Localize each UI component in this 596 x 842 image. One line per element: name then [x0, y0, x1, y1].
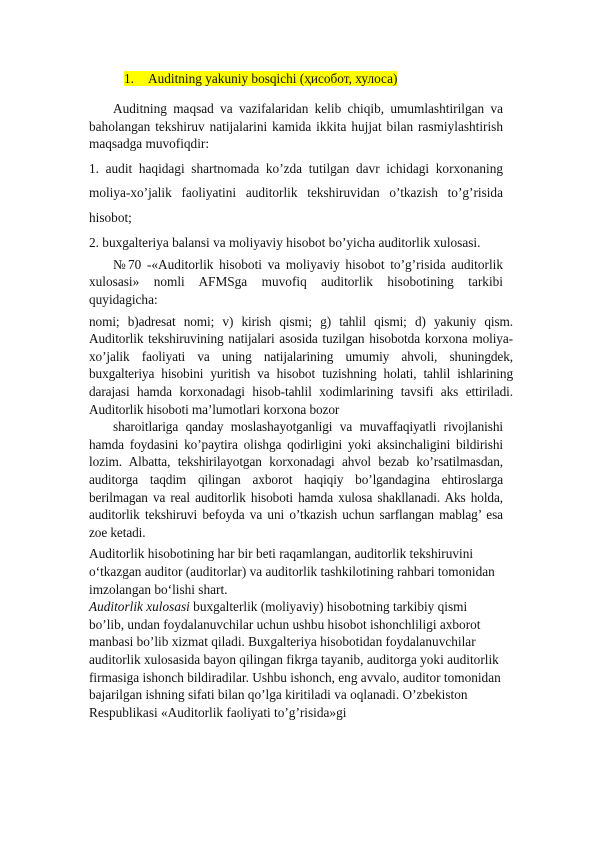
- heading-text: Auditning yakuniy bosqichi (ҳисобот, хулоса): [148, 71, 398, 86]
- section-heading: [124, 70, 397, 88]
- document-body: [89, 100, 513, 721]
- term-auditorlik-xulosasi: Auditorlik xulosasi: [89, 599, 190, 615]
- paragraph-afms-70: №70 -«Auditorlik hisoboti va moliyaviy hisobot to’g’risida auditorlik xulosasi» nomli AFMSga muvofiq auditorlik hisobotining tarkibi quyidagicha:: [89, 256, 503, 308]
- paragraph-audit-conclusion-text: buxgalterlik (moliyaviy) hisobotning tarkibiy qismi bo’lib, undan foydalanuvchilar uchun ushbu hisobot ishonchliligi axborot manbasi bo’lib xizmat qiladi. Buxgalteriya hisobotidan foydalanuvchilar auditorlik xulosasida bayon qilingan fikrga tayanib, auditorga yoki auditorlik firmasiga ishonch bildiradilar. Ushbu ishonch, eng avvalo, auditor tomonidan bajarilgan ishning sifati bilan qo’lga kiritiladi va oqlanadi. O’zbekiston Respublikasi «Auditorlik faoliyati to’g’risida»gi: [89, 599, 501, 720]
- paragraph-intro: Auditning maqsad va vazifalaridan kelib chiqib, umumlashtirilgan va baholangan tekshiruv natijalarini kamida ikkita hujjat bilan rasmiylashtirish maqsadga muvofiqdir:: [89, 101, 503, 152]
- heading-number: 1.: [124, 71, 134, 86]
- paragraph-report-structure: nomi; b)adresat nomi; v) kirish qismi; g) tahlil qismi; d) yakuniy qism. Auditorlik tekshiruvining natijalari asosida tuzilgan hisobotda korxona moliya-xo’jalik faoliyati va uning natijalarining umumiy ahvoli, shuningdek, buxgalteriya hisobini yuritish va hisobot tuzishning holati, tahlil ishlarining darajasi hamda korxonadagi hisob-tahlil xodimlarining tavsifi aks ettiriladi. Auditorlik hisoboti ma’lumotlari korxona bozor: [89, 313, 513, 417]
- paragraph-report-structure-cont: sharoitlariga qanday moslashayotganligi va muvaffaqiyatli rivojlanishi hamda foydasini ko’paytira olishga qodirligini yoki aksinchaligini bildirishi lozim. Albatta, tekshirilayotgan korxonadagi ahvol bezab ko’rsatilmasdan, auditorga taqdim qilingan axborot haqiqiy bo’lgandagina ehtiroslarga berilmagan va real auditorlik hisoboti hamda xulosa shakllanadi. Aks holda, auditorlik tekshiruvi befoyda va uni o’tkazish uchun sarflangan mablag’ esa zoe ketadi.: [89, 419, 503, 540]
- paragraph-audit-conclusion: [89, 598, 503, 721]
- heading-highlight: [124, 71, 397, 86]
- paragraph-list-item-2: 2. buxgalteriya balansi va moliyaviy hisobot bo’yicha auditorlik xulosasi.: [89, 235, 481, 251]
- paragraph-report-pages: Auditorlik hisobotining har bir beti raqamlangan, auditorlik tekshiruvini o‘tkazgan auditor (auditorlar) va auditorlik tashkilotining rahbari tomonidan imzolangan bo‘lishi shart.: [89, 546, 495, 597]
- paragraph-list-item-1: 1. audit haqidagi shartnomada ko’zda tutilgan davr ichidagi korxonaning moliya-xo’jalik faoliyatini auditorlik tekshiruvidan o’tkazish to’g’risida hisobot;: [89, 160, 503, 225]
